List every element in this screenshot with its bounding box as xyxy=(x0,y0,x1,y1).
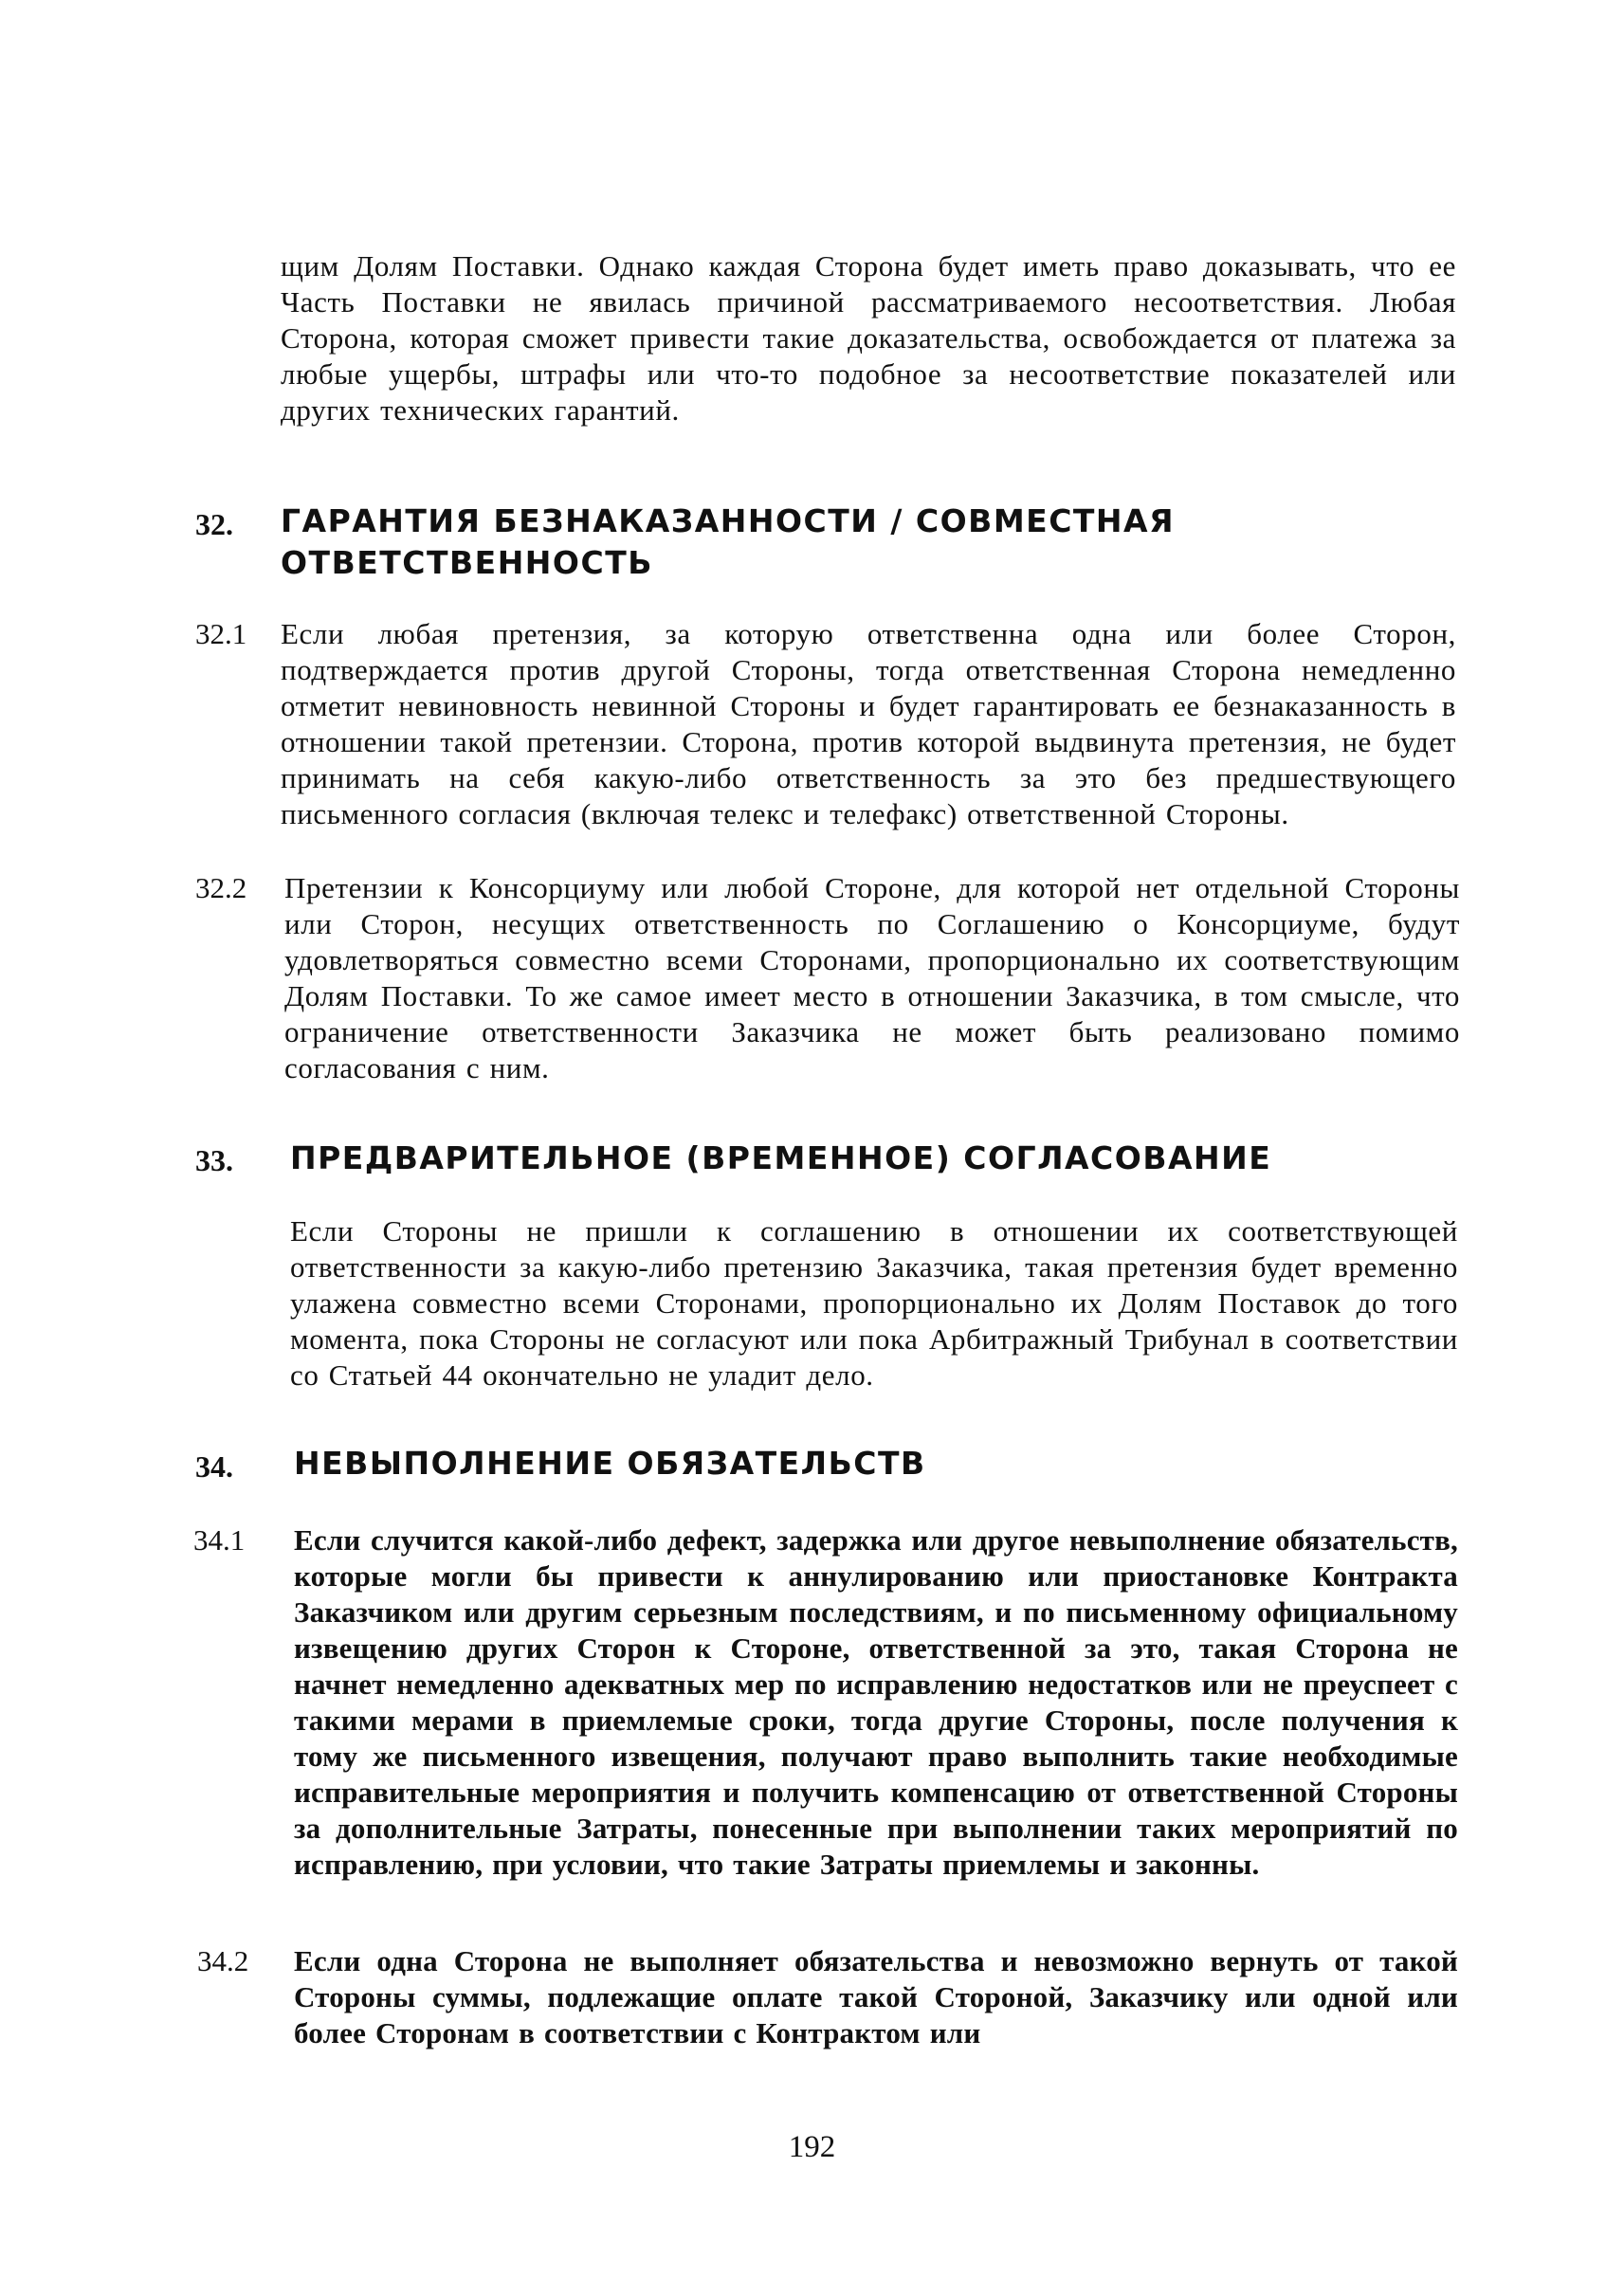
clause-number: 34.1 xyxy=(193,1523,246,1557)
section-heading: НЕВЫПОЛНЕНИЕ ОБЯЗАТЕЛЬСТВ xyxy=(294,1445,926,1482)
clause-number: 32.2 xyxy=(195,871,247,904)
intro-paragraph: щим Долям Поставки. Однако каждая Сторона будет иметь право доказывать, что ее Часть Поставки не явилась причиной рассматриваемого несоответствия. Любая Сторона, которая сможет привести такие доказательства, освобождается от платежа за любые ущербы, штрафы или что-то подобное за несоответствие показателей или других технических гарантий. xyxy=(281,249,1456,427)
clause-text: Если случится какой-либо дефект, задержка или другое невыполнение обязательств, которые могли бы привести к аннулированию или приостановке Контракта Заказчиком или другим серьезным последствиям, и по письменному официальному извещению других Сторон к Стороне, ответственной за это, такая Сторона не начнет немедленно адекватных мер по исправлению недостатков или не преуспеет с такими мерами в приемлемые сроки, тогда другие Стороны, после получения к тому же письменного извещения, получают право выполнить такие необходимые исправительные мероприятия и получить компенсацию от ответственной Стороны за дополнительные Затраты, понесенные при выполнении таких мероприятий по исправлению, при условии, что такие Затраты приемлемы и законны. xyxy=(294,1523,1458,1881)
page-number: 192 xyxy=(788,2130,836,2164)
clause-text: Претензии к Консорциуму или любой Стороне, для которой нет отдельной Стороны или Сторон, несущих ответственность по Соглашению о Консорциуме, будут удовлетворяться совместно всеми Сторонами, пропорционально их соответствующим Долям Поставки. То же самое имеет место в отношении Заказчика, в том смысле, что ограничение ответственности Заказчика не может быть реализовано помимо согласования с ним. xyxy=(284,871,1460,1084)
section-number: 33. xyxy=(195,1143,233,1177)
clause-number: 34.2 xyxy=(197,1944,249,1977)
section-number: 32. xyxy=(195,507,233,541)
section-heading-line: ГАРАНТИЯ БЕЗНАКАЗАННОСТИ / СОВМЕСТНАЯ xyxy=(281,502,1176,539)
clause-text: Если одна Сторона не выполняет обязательства и невозможно вернуть от такой Стороны суммы, подлежащие оплате такой Стороной, Заказчику или одной или более Сторонам в соответствии с Контрактом или xyxy=(294,1944,1458,2049)
section-heading xyxy=(281,501,1175,584)
section-heading: ПРЕДВАРИТЕЛЬНОЕ (ВРЕМЕННОЕ) СОГЛАСОВАНИЕ xyxy=(290,1139,1272,1176)
clause-text: Если любая претензия, за которую ответственна одна или более Сторон, подтверждается против другой Стороны, тогда ответственная Сторона немедленно отметит невиновность невинной Стороны и будет гарантировать ее безнаказанность в отношении такой претензии. Сторона, против которой выдвинута претензия, не будет принимать на себя какую-либо ответственность за это без предшествующего письменного согласия (включая телекс и телефакс) ответственной Стороны. xyxy=(281,617,1456,830)
section-heading-line: ОТВЕТСТВЕННОСТЬ xyxy=(281,544,653,581)
clause-number: 32.1 xyxy=(195,617,247,650)
section-number: 34. xyxy=(195,1449,233,1484)
section-text: Если Стороны не пришли к соглашению в отношении их соответствующей ответственности за какую-либо претензию Заказчика, такая претензия будет временно улажена совместно всеми Сторонами, пропорционально их Долям Поставок до того момента, пока Стороны не согласуют или пока Арбитражный Трибунал в соответствии со Статьей 44 окончательно не уладит дело. xyxy=(290,1214,1458,1392)
